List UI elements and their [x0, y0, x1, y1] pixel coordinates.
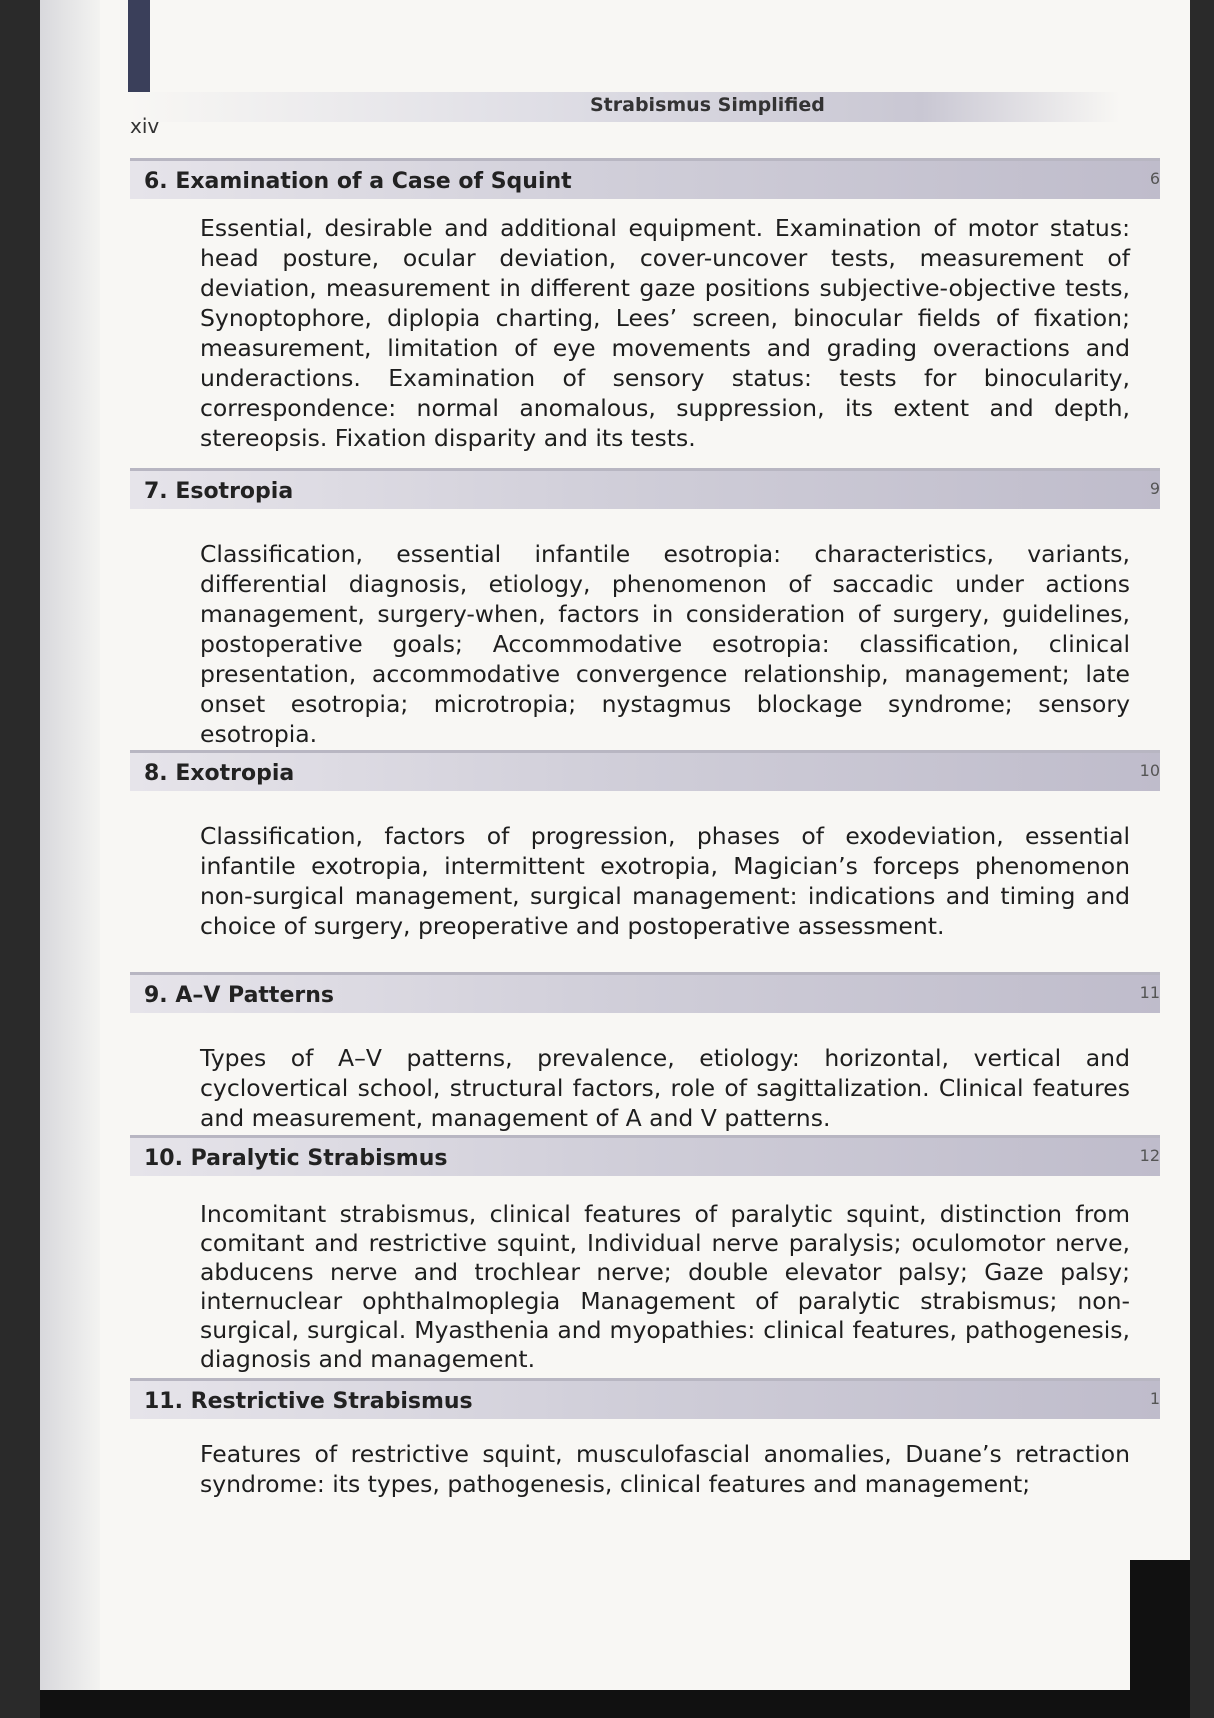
section-title: 7. Esotropia	[144, 479, 294, 504]
section-title: 9. A–V Patterns	[144, 983, 334, 1008]
section-9	[130, 972, 1160, 1133]
section-text: Classification, essential infantile esotropia: characteristics, variants, differential diagnosis, etiology, phenomenon of saccadic under actions management, surgery-when, factors in consideration of surgery, guidelines, postoperative goals; Accommodative esotropia: classification, clinical presentation, accommodative convergence relationship, management; late onset esotropia; microtropia; nystagmus blockage syndrome; sensory esotropia.	[200, 540, 1130, 748]
book-page	[40, 0, 1190, 1718]
running-title: Strabismus Simplified	[590, 94, 825, 116]
section-6	[130, 158, 1160, 453]
page-ref: 9	[1149, 479, 1160, 498]
page-ref: 12	[1139, 1146, 1160, 1165]
section-7	[130, 468, 1160, 749]
section-heading-bar	[130, 972, 1160, 1013]
section-heading-bar	[130, 750, 1160, 791]
section-title: 6. Examination of a Case of Squint	[144, 169, 572, 194]
book-spine-shadow	[40, 0, 100, 1718]
section-text: Types of A–V patterns, prevalence, etiology: horizontal, vertical and cyclovertical school, structural factors, role of sagittalization. Clinical features and measurement, management of A and V patterns.	[200, 1044, 1130, 1132]
photo-shadow-bottom	[40, 1690, 1190, 1718]
section-11	[130, 1378, 1160, 1499]
page-ref: 10	[1139, 761, 1160, 780]
section-8	[130, 750, 1160, 941]
section-10	[130, 1135, 1160, 1374]
section-text: Incomitant strabismus, clinical features of paralytic squint, distinction from comitant and restrictive squint, Individual nerve paralysis; oculomotor nerve, abducens nerve and trochlear nerve; double elevator palsy; Gaze palsy; internuclear ophthalmoplegia Management of paralytic strabismus; non-surgical, surgical. Myasthenia and myopathies: clinical features, pathogenesis, diagnosis and management.	[200, 1200, 1130, 1373]
thumb-tab	[128, 0, 150, 100]
section-title: 10. Paralytic Strabismus	[144, 1146, 448, 1171]
section-heading-bar	[130, 158, 1160, 199]
section-text: Essential, desirable and additional equipment. Examination of motor status: head posture, ocular deviation, cover-uncover tests, measurement of deviation, measurement in different gaze positions subjective-objective tests, Synoptophore, diplopia charting, Lees’ screen, binocular fields of fixation; measurement, limitation of eye movements and grading overactions and underactions. Examination of sensory status: tests for binocularity, correspondence: normal anomalous, suppression, its extent and depth, stereopsis. Fixation disparity and its tests.	[200, 214, 1130, 452]
page-ref: 11	[1139, 983, 1160, 1002]
section-title: 8. Exotropia	[144, 761, 295, 786]
section-heading-bar	[130, 1135, 1160, 1176]
page-number: xiv	[130, 114, 160, 138]
section-title: 11. Restrictive Strabismus	[144, 1389, 473, 1414]
section-heading-bar	[130, 1378, 1160, 1419]
section-text: Features of restrictive squint, musculofascial anomalies, Duane’s retraction syndrome: its types, pathogenesis, clinical features and management;	[200, 1440, 1130, 1498]
page-ref: 1	[1149, 1389, 1160, 1408]
section-heading-bar	[130, 468, 1160, 509]
page-ref: 6	[1149, 169, 1160, 188]
section-text: Classification, factors of progression, phases of exodeviation, essential infantile exotropia, intermittent exotropia, Magician’s forceps phenomenon non-surgical management, surgical management: indications and timing and choice of surgery, preoperative and postoperative assessment.	[200, 822, 1130, 940]
